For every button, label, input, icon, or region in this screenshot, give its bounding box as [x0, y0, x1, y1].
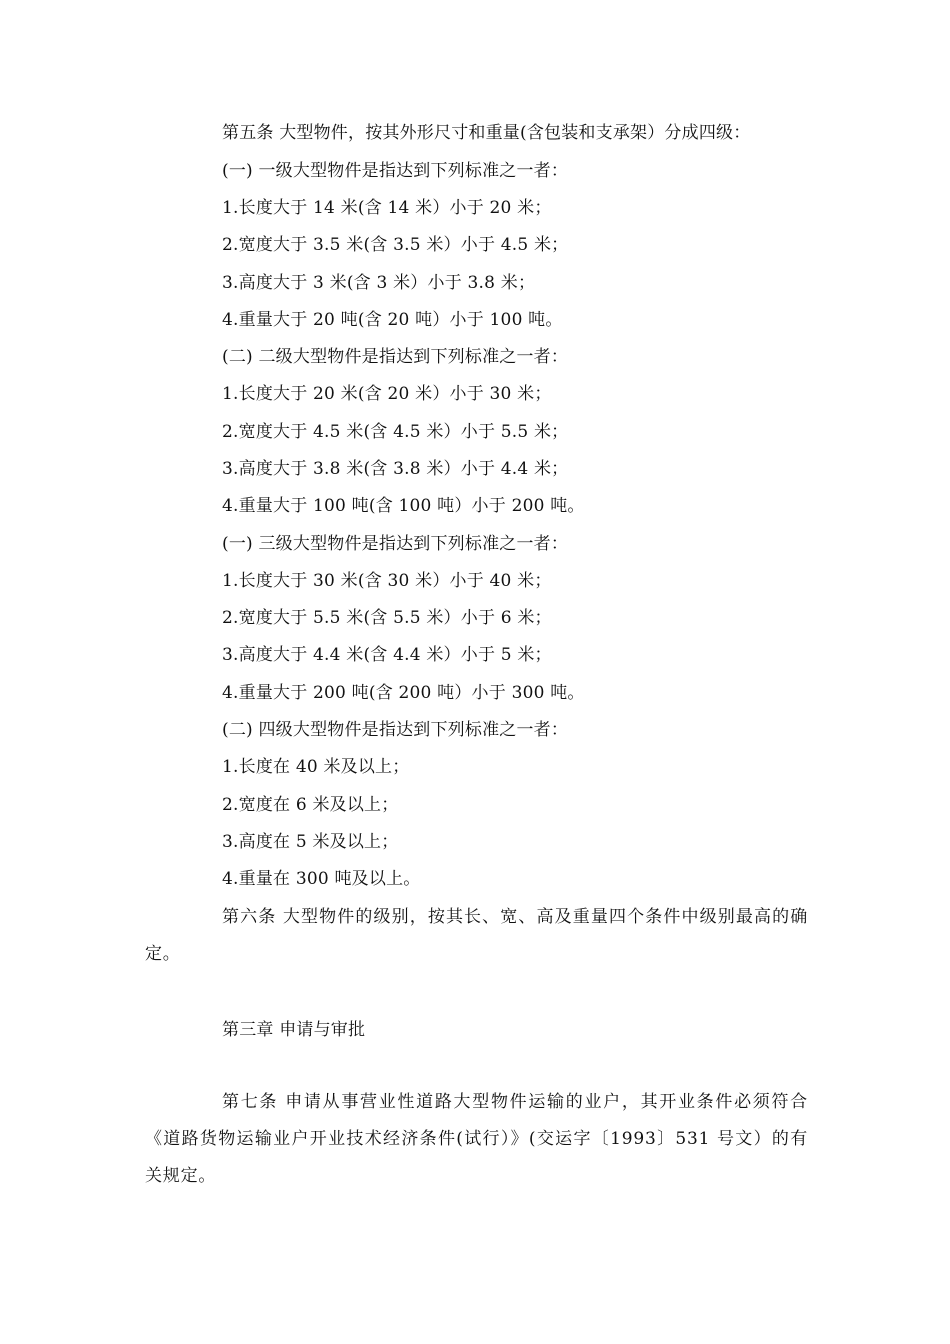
level1-item-3: 3.高度大于 3 米(含 3 米）小于 3.8 米；: [222, 273, 536, 293]
chapter3-title: 第三章 申请与审批: [222, 1020, 366, 1040]
level4-item-1: 1.长度在 40 米及以上；: [222, 757, 410, 777]
level1-item-1: 1.长度大于 14 米(含 14 米）小于 20 米；: [222, 198, 552, 218]
level3-item-2: 2.宽度大于 5.5 米(含 5.5 米）小于 6 米；: [222, 608, 552, 628]
level3-item-3: 3.高度大于 4.4 米(含 4.4 米）小于 5 米；: [222, 645, 552, 665]
level2-item-1: 1.长度大于 20 米(含 20 米）小于 30 米；: [222, 384, 552, 404]
level1-title: (一) 一级大型物件是指达到下列标准之一者：: [222, 161, 569, 181]
level3-item-1: 1.长度大于 30 米(含 30 米）小于 40 米；: [222, 571, 552, 591]
level4-item-2: 2.宽度在 6 米及以上；: [222, 795, 399, 815]
level4-item-4: 4.重量在 300 吨及以上。: [222, 869, 421, 889]
level1-item-2: 2.宽度大于 3.5 米(含 3.5 米）小于 4.5 米；: [222, 235, 569, 255]
level4-title: (二) 四级大型物件是指达到下列标准之一者：: [222, 720, 569, 740]
level3-item-4: 4.重量大于 200 吨(含 200 吨）小于 300 吨。: [222, 683, 585, 703]
article5-heading: 第五条 大型物件，按其外形尺寸和重量(含包装和支承架）分成四级：: [222, 123, 751, 143]
article7-paragraph: 第七条 申请从事营业性道路大型物件运输的业户，其开业条件必须符合《道路货物运输业户开业技术经济条件(试行）》(交运字〔1993〕531 号文）的有关规定。: [145, 1092, 808, 1186]
level2-title: (二) 二级大型物件是指达到下列标准之一者：: [222, 347, 569, 367]
article6-paragraph: 第六条 大型物件的级别，按其长、宽、高及重量四个条件中级别最高的确定。: [145, 907, 808, 964]
level2-item-4: 4.重量大于 100 吨(含 100 吨）小于 200 吨。: [222, 496, 585, 516]
level3-title: (一) 三级大型物件是指达到下列标准之一者：: [222, 534, 569, 554]
level2-item-3: 3.高度大于 3.8 米(含 3.8 米）小于 4.4 米；: [222, 459, 569, 479]
level4-item-3: 3.高度在 5 米及以上；: [222, 832, 399, 852]
level1-item-4: 4.重量大于 20 吨(含 20 吨）小于 100 吨。: [222, 310, 563, 330]
level2-item-2: 2.宽度大于 4.5 米(含 4.5 米）小于 5.5 米；: [222, 422, 569, 442]
